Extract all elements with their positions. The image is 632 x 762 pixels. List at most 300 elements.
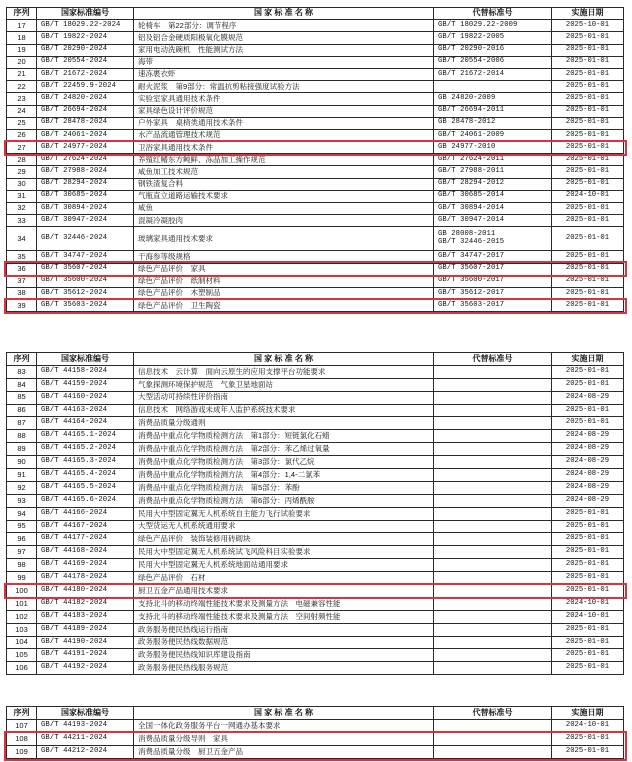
cell-effective-date: 2025-01-01 (552, 203, 624, 215)
cell-standard-name: 全国一体化政务服务平台一网通办基本要求 (134, 720, 434, 733)
cell-effective-date: 2025-01-01 (552, 546, 624, 559)
cell-seq: 95 (7, 520, 37, 533)
cell-replaced-standard (434, 251, 552, 263)
cell-standard-code: GB/T 30894-2024 (37, 203, 134, 215)
cell-standard-code: GB/T 30685-2024 (37, 190, 134, 202)
cell-replaced-standard (434, 746, 552, 759)
cell-effective-date: 2025-01-01 (552, 44, 624, 56)
table-row (7, 203, 624, 215)
cell-seq: 37 (7, 275, 37, 287)
cell-replaced-standard (434, 720, 552, 733)
cell-standard-name: 户外家具 桌椅类通用技术条件 (134, 117, 434, 129)
header-name: 国 家 标 准 名 称 (134, 353, 434, 366)
cell-effective-date: 2025-01-01 (552, 117, 624, 129)
replaced-code: GB/T 30894-2014 (438, 203, 505, 212)
cell-seq: 21 (7, 68, 37, 80)
cell-effective-date: 2025-01-01 (552, 287, 624, 299)
table-row (7, 733, 624, 746)
cell-standard-code: GB/T 22459.9-2024 (37, 81, 134, 93)
cell-standard-name: 水产品流通管理技术规范 (134, 129, 434, 141)
cell-standard-code: GB/T 35603-2024 (37, 300, 134, 312)
cell-seq: 24 (7, 105, 37, 117)
cell-seq: 88 (7, 430, 37, 443)
cell-standard-code: GB/T 18029.22-2024 (37, 20, 134, 32)
cell-replaced-standard (434, 287, 552, 299)
cell-effective-date: 2024-10-01 (552, 597, 624, 610)
cell-seq: 36 (7, 263, 37, 275)
table-row (7, 263, 624, 275)
cell-seq: 86 (7, 404, 37, 417)
cell-standard-name: 实验室家具通用技术条件 (134, 93, 434, 105)
cell-seq: 100 (7, 585, 37, 598)
header-replaced: 代替标准号 (434, 707, 552, 720)
table-row (7, 190, 624, 202)
standards-table-2 (6, 352, 624, 675)
header-replaced: 代替标准号 (434, 8, 552, 20)
cell-standard-code: GB/T 44158-2024 (37, 365, 134, 378)
cell-replaced-standard (434, 417, 552, 430)
cell-effective-date: 2024-10-01 (552, 610, 624, 623)
table-row (7, 494, 624, 507)
replaced-code: GB 28478-2012 (438, 118, 496, 127)
cell-standard-code: GB/T 44165.5-2024 (37, 481, 134, 494)
cell-replaced-standard (434, 166, 552, 178)
replaced-code: GB/T 20554-2006 (438, 57, 505, 66)
cell-effective-date: 2025-01-01 (552, 585, 624, 598)
cell-standard-name: 民用大中型固定翼无人机系统地面站通用要求 (134, 559, 434, 572)
cell-standard-code: GB/T 44180-2024 (37, 585, 134, 598)
table-row (7, 20, 624, 32)
table-row (7, 443, 624, 456)
cell-effective-date: 2025-01-01 (552, 559, 624, 572)
cell-seq: 35 (7, 251, 37, 263)
cell-replaced-standard (434, 546, 552, 559)
cell-seq: 96 (7, 533, 37, 546)
cell-replaced-standard (434, 154, 552, 166)
cell-replaced-standard (434, 190, 552, 202)
table-row (7, 81, 624, 93)
cell-seq: 30 (7, 178, 37, 190)
cell-replaced-standard (434, 494, 552, 507)
cell-standard-name: 大型货运无人机系统通用要求 (134, 520, 434, 533)
cell-seq: 17 (7, 20, 37, 32)
replaced-code: GB/T 35603-2017 (438, 300, 505, 309)
cell-seq: 101 (7, 597, 37, 610)
cell-replaced-standard (434, 507, 552, 520)
cell-seq: 83 (7, 365, 37, 378)
cell-seq: 108 (7, 733, 37, 746)
cell-standard-name: 消费品中重点化学物质检测方法 第4部分：1,4-二氯苯 (134, 469, 434, 482)
cell-replaced-standard (434, 443, 552, 456)
table-header-row (7, 707, 624, 720)
cell-effective-date: 2025-01-01 (552, 56, 624, 68)
cell-standard-code: GB/T 44192-2024 (37, 662, 134, 675)
replaced-code: GB/T 34747-2017 (438, 252, 505, 260)
cell-seq: 27 (7, 142, 37, 154)
cell-seq: 109 (7, 746, 37, 759)
cell-effective-date: 2024-10-01 (552, 190, 624, 202)
table-row (7, 178, 624, 190)
replaced-code: GB/T 30685-2014 (438, 191, 505, 200)
table-row (7, 300, 624, 312)
cell-seq: 31 (7, 190, 37, 202)
cell-replaced-standard (434, 81, 552, 93)
cell-replaced-standard (434, 533, 552, 546)
table-row (7, 662, 624, 675)
cell-standard-code: GB/T 44177-2024 (37, 533, 134, 546)
cell-effective-date: 2024-08-29 (552, 494, 624, 507)
cell-standard-name: 钢铁渣复合料 (134, 178, 434, 190)
cell-seq: 99 (7, 572, 37, 585)
cell-standard-code: GB/T 44165.4-2024 (37, 469, 134, 482)
table-row (7, 559, 624, 572)
cell-replaced-standard (434, 469, 552, 482)
cell-replaced-standard (434, 391, 552, 404)
table-row (7, 251, 624, 263)
cell-standard-code: GB/T 34747-2024 (37, 251, 134, 263)
cell-replaced-standard (434, 481, 552, 494)
standards-table-3 (6, 706, 624, 759)
replaced-code: GB/T 30947-2014 (438, 215, 505, 224)
cell-standard-code: GB/T 44167-2024 (37, 520, 134, 533)
cell-standard-name: 气象探测环境保护规范 气象卫星地面站 (134, 378, 434, 391)
cell-effective-date: 2025-01-01 (552, 215, 624, 227)
cell-effective-date: 2024-08-29 (552, 391, 624, 404)
cell-seq: 104 (7, 636, 37, 649)
cell-effective-date: 2025-01-01 (552, 533, 624, 546)
cell-standard-code: GB/T 32446-2024 (37, 227, 134, 251)
cell-standard-code: GB/T 35612-2024 (37, 287, 134, 299)
cell-replaced-standard (434, 142, 552, 154)
replaced-code: GB/T 35607-2017 (438, 264, 505, 273)
replaced-code: GB/T 26694-2011 (438, 106, 505, 115)
cell-standard-name: 消费品中重点化学物质检测方法 第1部分：短链氯化石蜡 (134, 430, 434, 443)
cell-standard-name: 干海参等级规格 (134, 251, 434, 263)
table-row (7, 481, 624, 494)
cell-seq: 93 (7, 494, 37, 507)
table-row (7, 597, 624, 610)
cell-replaced-standard (434, 300, 552, 312)
header-code: 国家标准编号 (37, 8, 134, 20)
cell-standard-name: 支持北斗的移动终端性能技术要求及测量方法 空间射频性能 (134, 610, 434, 623)
table-row (7, 105, 624, 117)
cell-seq: 19 (7, 44, 37, 56)
cell-effective-date: 2025-01-01 (552, 263, 624, 275)
cell-seq: 84 (7, 378, 37, 391)
cell-effective-date: 2025-01-01 (552, 81, 624, 93)
table-row (7, 129, 624, 141)
cell-standard-code: GB/T 24061-2024 (37, 129, 134, 141)
header-date: 实施日期 (552, 707, 624, 720)
cell-standard-code: GB/T 44169-2024 (37, 559, 134, 572)
cell-replaced-standard (434, 178, 552, 190)
cell-standard-name: 绿色产品评价 纸制材料 (134, 275, 434, 287)
cell-standard-code: GB/T 44182-2024 (37, 597, 134, 610)
cell-seq: 23 (7, 93, 37, 105)
cell-effective-date: 2024-08-29 (552, 430, 624, 443)
cell-standard-code: GB/T 30947-2024 (37, 215, 134, 227)
cell-seq: 89 (7, 443, 37, 456)
table-row (7, 430, 624, 443)
cell-effective-date: 2025-01-01 (552, 178, 624, 190)
table-row (7, 275, 624, 287)
cell-effective-date: 2024-10-01 (552, 720, 624, 733)
standards-table-1 (6, 7, 624, 312)
table-row (7, 215, 624, 227)
cell-effective-date: 2025-01-01 (552, 572, 624, 585)
cell-standard-name: 轮椅车 第22部分：调节程序 (134, 20, 434, 32)
table-row (7, 546, 624, 559)
cell-replaced-standard (434, 649, 552, 662)
header-seq: 序列 (7, 353, 37, 366)
cell-standard-name: 耐火泥浆 第9部分：常温抗剪粘接强度试验方法 (134, 81, 434, 93)
cell-standard-code: GB/T 20290-2024 (37, 44, 134, 56)
cell-standard-name: 消费品质量分级 厨卫五金产品 (134, 746, 434, 759)
table-row (7, 117, 624, 129)
cell-standard-name: 咸鱼 (134, 203, 434, 215)
cell-standard-name: 咸鱼加工技术规范 (134, 166, 434, 178)
table-row (7, 572, 624, 585)
cell-effective-date: 2025-01-01 (552, 68, 624, 80)
cell-seq: 33 (7, 215, 37, 227)
cell-standard-code: GB/T 21672-2024 (37, 68, 134, 80)
header-seq: 序列 (7, 707, 37, 720)
cell-replaced-standard (434, 56, 552, 68)
cell-standard-name: 速冻裹衣虾 (134, 68, 434, 80)
cell-replaced-standard (434, 93, 552, 105)
cell-effective-date: 2025-01-01 (552, 378, 624, 391)
cell-effective-date: 2025-01-01 (552, 404, 624, 417)
header-date: 实施日期 (552, 8, 624, 20)
cell-standard-code: GB/T 44166-2024 (37, 507, 134, 520)
cell-seq: 105 (7, 649, 37, 662)
cell-seq: 91 (7, 469, 37, 482)
cell-standard-name: 绿色产品评价 家具 (134, 263, 434, 275)
replaced-code: GB/T 19822-2005 (438, 33, 505, 41)
header-replaced: 代替标准号 (434, 353, 552, 366)
cell-standard-code: GB/T 44183-2024 (37, 610, 134, 623)
cell-effective-date: 2025-01-01 (552, 520, 624, 533)
cell-effective-date: 2024-08-29 (552, 469, 624, 482)
table-row (7, 166, 624, 178)
table-row (7, 533, 624, 546)
cell-standard-name: 消费品质量分级导则 家具 (134, 733, 434, 746)
cell-standard-name: 绿色产品评价 木塑制品 (134, 287, 434, 299)
cell-standard-name: 政务服务便民热线数据规范 (134, 636, 434, 649)
table-row (7, 623, 624, 636)
replaced-code: GB/T 32446-2015 (438, 237, 505, 246)
cell-standard-code: GB/T 44212-2024 (37, 746, 134, 759)
cell-effective-date: 2025-01-01 (552, 649, 624, 662)
cell-standard-code: GB/T 44211-2024 (37, 733, 134, 746)
cell-effective-date: 2025-01-01 (552, 300, 624, 312)
cell-effective-date: 2025-01-01 (552, 166, 624, 178)
table-row (7, 227, 624, 251)
cell-standard-name: 绿色产品评价 装饰装修用砖砌块 (134, 533, 434, 546)
cell-effective-date: 2025-01-01 (552, 365, 624, 378)
cell-seq: 39 (7, 300, 37, 312)
cell-replaced-standard (434, 129, 552, 141)
cell-standard-name: 厨卫五金产品通用技术要求 (134, 585, 434, 598)
table-row (7, 636, 624, 649)
cell-effective-date: 2024-08-29 (552, 481, 624, 494)
cell-standard-name: 消费品中重点化学物质检测方法 第2部分：苯乙烯过氧量 (134, 443, 434, 456)
cell-standard-code: GB/T 44163-2024 (37, 404, 134, 417)
cell-seq: 20 (7, 56, 37, 68)
cell-effective-date: 2025-01-01 (552, 417, 624, 430)
cell-standard-code: GB/T 44165.3-2024 (37, 456, 134, 469)
cell-standard-name: 信息技术 云计算 面向云原生的应用支撑平台功能要求 (134, 365, 434, 378)
cell-standard-name: 养殖红鳍东方鲀鲜、冻品加工操作规范 (134, 154, 434, 166)
table-row (7, 456, 624, 469)
cell-standard-code: GB/T 28478-2024 (37, 117, 134, 129)
table-row (7, 417, 624, 430)
cell-seq: 97 (7, 546, 37, 559)
cell-seq: 90 (7, 456, 37, 469)
cell-effective-date: 2025-01-01 (552, 636, 624, 649)
cell-effective-date: 2025-01-01 (552, 251, 624, 263)
cell-replaced-standard (434, 32, 552, 44)
cell-effective-date: 2025-01-01 (552, 507, 624, 520)
cell-seq: 87 (7, 417, 37, 430)
table-row (7, 649, 624, 662)
cell-standard-code: GB/T 35600-2024 (37, 275, 134, 287)
cell-standard-name: 家用电动洗碗机 性能测试方法 (134, 44, 434, 56)
replaced-code: GB/T 27988-2011 (438, 167, 505, 176)
cell-standard-code: GB/T 44159-2024 (37, 378, 134, 391)
cell-standard-code: GB/T 35607-2024 (37, 263, 134, 275)
cell-replaced-standard (434, 378, 552, 391)
cell-standard-code: GB/T 44178-2024 (37, 572, 134, 585)
cell-standard-name: 政务服务便民热线运行指南 (134, 623, 434, 636)
cell-standard-name: 消费品质量分级通则 (134, 417, 434, 430)
table-row (7, 746, 624, 759)
cell-standard-name: 消费品中重点化学物质检测方法 第6部分：丙烯酰胺 (134, 494, 434, 507)
cell-seq: 34 (7, 227, 37, 251)
cell-effective-date: 2025-01-01 (552, 93, 624, 105)
cell-replaced-standard (434, 404, 552, 417)
cell-standard-name: 民用大中型固定翼无人机系统自主能力飞行试验要求 (134, 507, 434, 520)
cell-seq: 29 (7, 166, 37, 178)
cell-standard-code: GB/T 44168-2024 (37, 546, 134, 559)
cell-standard-code: GB/T 27624-2024 (37, 154, 134, 166)
cell-seq: 85 (7, 391, 37, 404)
cell-effective-date: 2024-08-29 (552, 456, 624, 469)
cell-effective-date: 2025-01-01 (552, 154, 624, 166)
table-row (7, 378, 624, 391)
cell-effective-date: 2025-01-01 (552, 129, 624, 141)
cell-standard-code: GB/T 26694-2024 (37, 105, 134, 117)
header-date: 实施日期 (552, 353, 624, 366)
cell-seq: 32 (7, 203, 37, 215)
cell-replaced-standard (434, 263, 552, 275)
cell-effective-date: 2025-01-01 (552, 142, 624, 154)
cell-standard-code: GB/T 44193-2024 (37, 720, 134, 733)
table-row (7, 610, 624, 623)
cell-replaced-standard (434, 20, 552, 32)
cell-standard-name: 绿色产品评价 卫生陶瓷 (134, 300, 434, 312)
cell-seq: 18 (7, 32, 37, 44)
table-row (7, 365, 624, 378)
replaced-code: GB/T 35600-2017 (438, 276, 505, 285)
header-code: 国家标准编号 (37, 707, 134, 720)
cell-replaced-standard (434, 636, 552, 649)
cell-standard-name: 大型活动可持续性评价指南 (134, 391, 434, 404)
cell-replaced-standard (434, 456, 552, 469)
cell-standard-name: 铝及铝合金硬质阳极氧化膜规范 (134, 32, 434, 44)
cell-replaced-standard (434, 623, 552, 636)
table-row (7, 44, 624, 56)
header-seq: 序列 (7, 8, 37, 20)
replaced-code: GB/T 21672-2014 (438, 69, 505, 78)
cell-seq: 103 (7, 623, 37, 636)
replaced-code: GB/T 20290-2016 (438, 45, 505, 54)
cell-replaced-standard (434, 572, 552, 585)
cell-standard-name: 信息技术 网络游戏未成年人监护系统技术要求 (134, 404, 434, 417)
cell-replaced-standard (434, 610, 552, 623)
cell-replaced-standard (434, 44, 552, 56)
cell-standard-code: GB/T 44165.2-2024 (37, 443, 134, 456)
cell-seq: 102 (7, 610, 37, 623)
header-name: 国 家 标 准 名 称 (134, 8, 434, 20)
cell-standard-name: 卫浴家具通用技术条件 (134, 142, 434, 154)
cell-standard-code: GB/T 24820-2024 (37, 93, 134, 105)
cell-standard-code: GB/T 44164-2024 (37, 417, 134, 430)
header-code: 国家标准编号 (37, 353, 134, 366)
cell-seq: 26 (7, 129, 37, 141)
table-row (7, 404, 624, 417)
table-row (7, 520, 624, 533)
table-row (7, 585, 624, 598)
cell-standard-code: GB/T 19822-2024 (37, 32, 134, 44)
cell-standard-name: 绿色产品评价 石材 (134, 572, 434, 585)
cell-standard-name: 政务服务便民热线服务规范 (134, 662, 434, 675)
cell-replaced-standard (434, 559, 552, 572)
cell-standard-code: GB/T 20554-2024 (37, 56, 134, 68)
cell-effective-date: 2025-01-01 (552, 623, 624, 636)
cell-effective-date: 2025-10-01 (552, 20, 624, 32)
cell-standard-code: GB/T 24977-2024 (37, 142, 134, 154)
cell-replaced-standard (434, 430, 552, 443)
table-row (7, 56, 624, 68)
cell-replaced-standard (434, 215, 552, 227)
table-row (7, 287, 624, 299)
cell-standard-code: GB/T 44160-2024 (37, 391, 134, 404)
table-header-row (7, 8, 624, 20)
cell-replaced-standard (434, 733, 552, 746)
cell-standard-code: GB/T 44189-2024 (37, 623, 134, 636)
table-row (7, 154, 624, 166)
table-row (7, 32, 624, 44)
cell-effective-date: 2025-01-01 (552, 227, 624, 251)
table-row (7, 93, 624, 105)
cell-replaced-standard (434, 597, 552, 610)
table-row (7, 68, 624, 80)
replaced-code: GB 24820-2009 (438, 93, 496, 102)
cell-seq: 98 (7, 559, 37, 572)
cell-effective-date: 2025-01-01 (552, 32, 624, 44)
cell-standard-name: 政务服务便民热线知识库建设指南 (134, 649, 434, 662)
cell-replaced-standard (434, 520, 552, 533)
replaced-code: GB/T 18029.22-2009 (438, 20, 518, 29)
cell-seq: 92 (7, 481, 37, 494)
cell-standard-code: GB/T 44190-2024 (37, 636, 134, 649)
cell-replaced-standard (434, 203, 552, 215)
cell-replaced-standard (434, 105, 552, 117)
cell-replaced-standard (434, 275, 552, 287)
table-row (7, 391, 624, 404)
header-name: 国 家 标 准 名 称 (134, 707, 434, 720)
